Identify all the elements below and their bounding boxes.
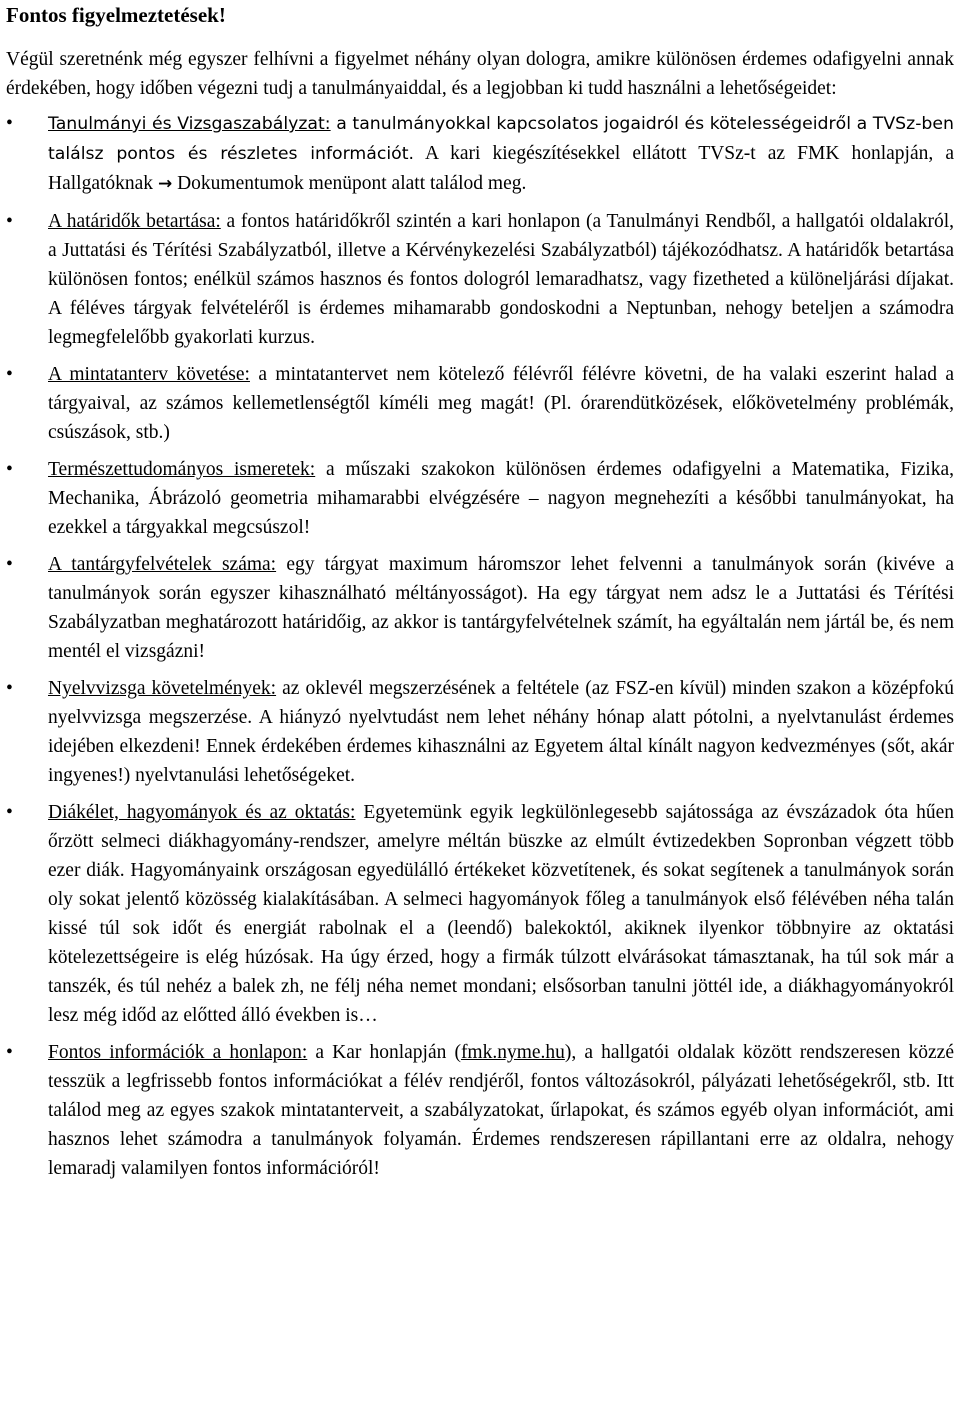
list-item-text: Egyetemünk egyik legkülönlegesebb sajátossága az évszázadok óta hűen őrzött selmeci diákhagyomány-rendszer, amelyre méltán büszke az elmúlt évtizedekben Sopronban végzett több ezer diák. Hagyományaink országosan egyedülálló értékeket közvetítenek, és sokat segítenek a tanulmányok során oly sokat jelentő közösség kialakításában. A selmeci hagyományok főleg a tanulmányok első félévében néha talán kissé túl sok időt és energiát rabolnak el a (leendő) balekoktól, akiknek ilyenkor többnyire az oktatási kötelezettségeire is elég húzósak. Ha úgy érzed, hogy a firmák túlzott elvárásokat támasztanak, ha túl sok már a tanszék, és túl nehéz a balek zh, ne félj néha nemet mondani; elsősorban tanulni jöttél ide, a diákhagyományokról lesz még időd az előtted álló években is… xyxy=(48,802,955,1026)
list-item-text: egy tárgyat maximum háromszor lehet felvenni a tanulmányok során (kivéve a tanulmányok során egyszer kihasználható méltányosságot). Ha egy tárgyat nem adsz le a Juttatási és Térítési Szabályzatban meghatározott határidőig, az akkor is tantárgyfelvételnek számít, ha egyáltalán nem jártál be, és nem mentél el vizsgázni! xyxy=(48,554,954,662)
page-title: Fontos figyelmeztetések! xyxy=(6,3,226,27)
arrow-right-icon: → xyxy=(157,174,173,194)
list-item-text: az oklevél megszerzésének a feltétele (az FSZ-en kívül) minden szakon a középfokú nyelvvizsga megszerzése. A hiányzó nyelvtudást nem lehet néhány hónap alatt pótolni, a nyelvtanulást érdemes idejében elkezdeni! Ennek érdekében érdemes kihasználni az Egyetem által kínált nagyon kedvezményes (sőt, akár ingyenes!) nyelvtanulási lehetőségeket. xyxy=(48,678,954,786)
bullet-icon: • xyxy=(6,113,13,134)
website-link[interactable]: fmk.nyme.hu xyxy=(460,1042,565,1063)
list-item-title: A mintatanterv követése: xyxy=(48,364,250,385)
bullet-icon: • xyxy=(6,802,13,823)
list-item xyxy=(6,550,954,666)
bullet-icon: • xyxy=(6,1042,13,1063)
bullet-icon: • xyxy=(6,678,13,699)
list-item-text: a Kar honlapján ( xyxy=(307,1042,461,1063)
list-item-text: ), a hallgatói oldalak között rendszeresen közzé tesszük a legfrissebb fontos információkat a félév rendjéről, fontos változásokról, pályázati lehetőségekről, stb. Itt találod meg az egyes szakok mintatanterveit, a szabályzatokat, űrlapokat, és számos egyéb olyan információt, ami hasznos lehet számodra a tanulmányok folyamán. Érdemes rendszeresen rápillantani erre az oldalra, nehogy lemaradj valamilyen fontos információról! xyxy=(48,1042,954,1179)
intro-paragraph: Végül szeretnénk még egyszer felhívni a figyelmet néhány olyan dologra, amikre különösen érdemes odafigyelni annak érdekében, hogy időben végezni tudj a tanulmányaiddal, és a legjobban ki tudd használni a lehetőségeidet: xyxy=(6,49,954,99)
list-item-title: A határidők betartása: xyxy=(48,211,221,232)
list-item-text: a műszaki szakokon különösen érdemes odafigyelni a Matematika, Fizika, Mechanika, Ábrázoló geometria mihamarabbi elvégzésére – nagyon megnehezíti a későbbi tanulmányokat, ha ezekkel a tárgyakkal megcsúszol! xyxy=(48,459,954,538)
list-item-title: A tantárgyfelvételek száma: xyxy=(48,554,277,575)
list-item-text: Dokumentumok menüpont alatt találod meg. xyxy=(172,173,527,194)
list-item xyxy=(6,674,954,790)
list-item-title: Diákélet, hagyományok és az oktatás: xyxy=(48,802,356,823)
list-item xyxy=(6,207,954,352)
list-item xyxy=(6,360,954,447)
list-item-text: a tanulmányokkal kapcsolatos jogaidról és kötelességeidről a TVSz-ben találsz pontos és részletes információt. xyxy=(48,114,954,164)
list-item xyxy=(6,455,954,542)
bullet-icon: • xyxy=(6,211,13,232)
bullet-icon: • xyxy=(6,554,13,575)
list-item xyxy=(6,1038,954,1183)
list-item-text: a mintatantervet nem kötelező félévről félévre követni, de ha valaki eszerint halad a tárgyaival, az számos kellemetlenségtől kíméli meg magát! (Pl. órarendütközések, előkövetelmény problémák, csúszások, stb.) xyxy=(48,364,954,443)
warning-list xyxy=(6,109,954,1183)
bullet-icon: • xyxy=(6,459,13,480)
list-item xyxy=(6,109,954,199)
list-item-title: Tanulmányi és Vizsgaszabályzat: xyxy=(48,114,331,134)
list-item-text: A kari kiegészítésekkel ellátott TVSz-t az FMK honlapján, a Hallgatóknak xyxy=(48,143,954,194)
list-item xyxy=(6,798,954,1030)
bullet-icon: • xyxy=(6,364,13,385)
list-item-title: Nyelvvizsga követelmények: xyxy=(48,678,277,699)
list-item-title: Fontos információk a honlapon: xyxy=(48,1042,308,1063)
list-item-text: a fontos határidőkről szintén a kari honlapon (a Tanulmányi Rendből, a hallgatói oldalakról, a Juttatási és Térítési Szabályzatból, illetve a Kérvénykezelési Szabályzatból) tájékozódhatsz. A határidők betartása különösen fontos; enélkül számos hasznos és fontos dologról lemaradhatsz, vagy fizetheted a különeljárási díjakat. A féléves tárgyak felvételéről is érdemes mihamarabb gondoskodni a Neptunban, nehogy beteljen a számodra legmegfelelőbb gyakorlati kurzus. xyxy=(48,211,954,348)
list-item-title: Természettudományos ismeretek: xyxy=(48,459,316,480)
